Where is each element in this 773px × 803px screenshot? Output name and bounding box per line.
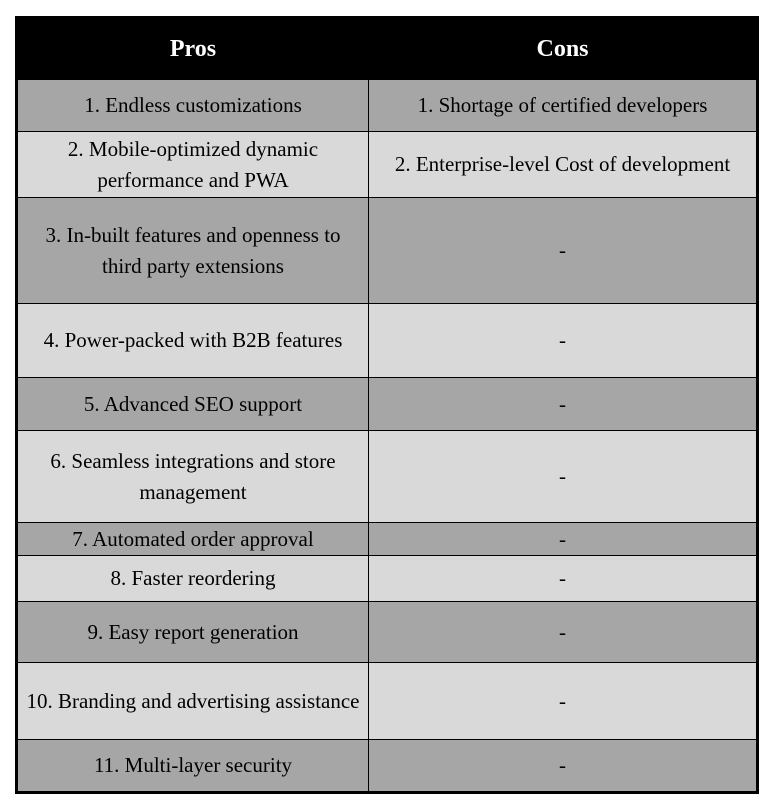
pros-cons-table <box>17 18 757 792</box>
table-row <box>18 523 757 556</box>
pros-cell: 9. Easy report generation <box>18 602 369 663</box>
cons-cell: - <box>369 304 757 378</box>
header-pros: Pros <box>18 19 369 80</box>
table-row <box>18 378 757 431</box>
pros-cell: 11. Multi-layer security <box>18 740 369 792</box>
pros-cons-table-container <box>15 16 759 794</box>
table-row <box>18 80 757 132</box>
cons-cell: 1. Shortage of certified developers <box>369 80 757 132</box>
cons-cell: - <box>369 663 757 740</box>
cons-cell: - <box>369 198 757 304</box>
table-row <box>18 304 757 378</box>
pros-cell: 7. Automated order approval <box>18 523 369 556</box>
cons-cell: - <box>369 378 757 431</box>
pros-cell: 5. Advanced SEO support <box>18 378 369 431</box>
table-row <box>18 602 757 663</box>
pros-cell: 10. Branding and advertising assistance <box>18 663 369 740</box>
table-header-row <box>18 19 757 80</box>
pros-cell: 4. Power-packed with B2B features <box>18 304 369 378</box>
table-row <box>18 663 757 740</box>
pros-cell: 1. Endless customizations <box>18 80 369 132</box>
pros-cell: 3. In-built features and openness to third party extensions <box>18 198 369 304</box>
table-row <box>18 740 757 792</box>
header-cons: Cons <box>369 19 757 80</box>
cons-cell: - <box>369 740 757 792</box>
cons-cell: - <box>369 556 757 602</box>
pros-cell: 8. Faster reordering <box>18 556 369 602</box>
cons-cell: - <box>369 602 757 663</box>
pros-cell: 6. Seamless integrations and store management <box>18 431 369 523</box>
table-row <box>18 556 757 602</box>
cons-cell: - <box>369 523 757 556</box>
cons-cell: 2. Enterprise-level Cost of development <box>369 132 757 198</box>
cons-cell: - <box>369 431 757 523</box>
table-row <box>18 431 757 523</box>
table-row <box>18 132 757 198</box>
table-row <box>18 198 757 304</box>
pros-cell: 2. Mobile-optimized dynamic performance and PWA <box>18 132 369 198</box>
